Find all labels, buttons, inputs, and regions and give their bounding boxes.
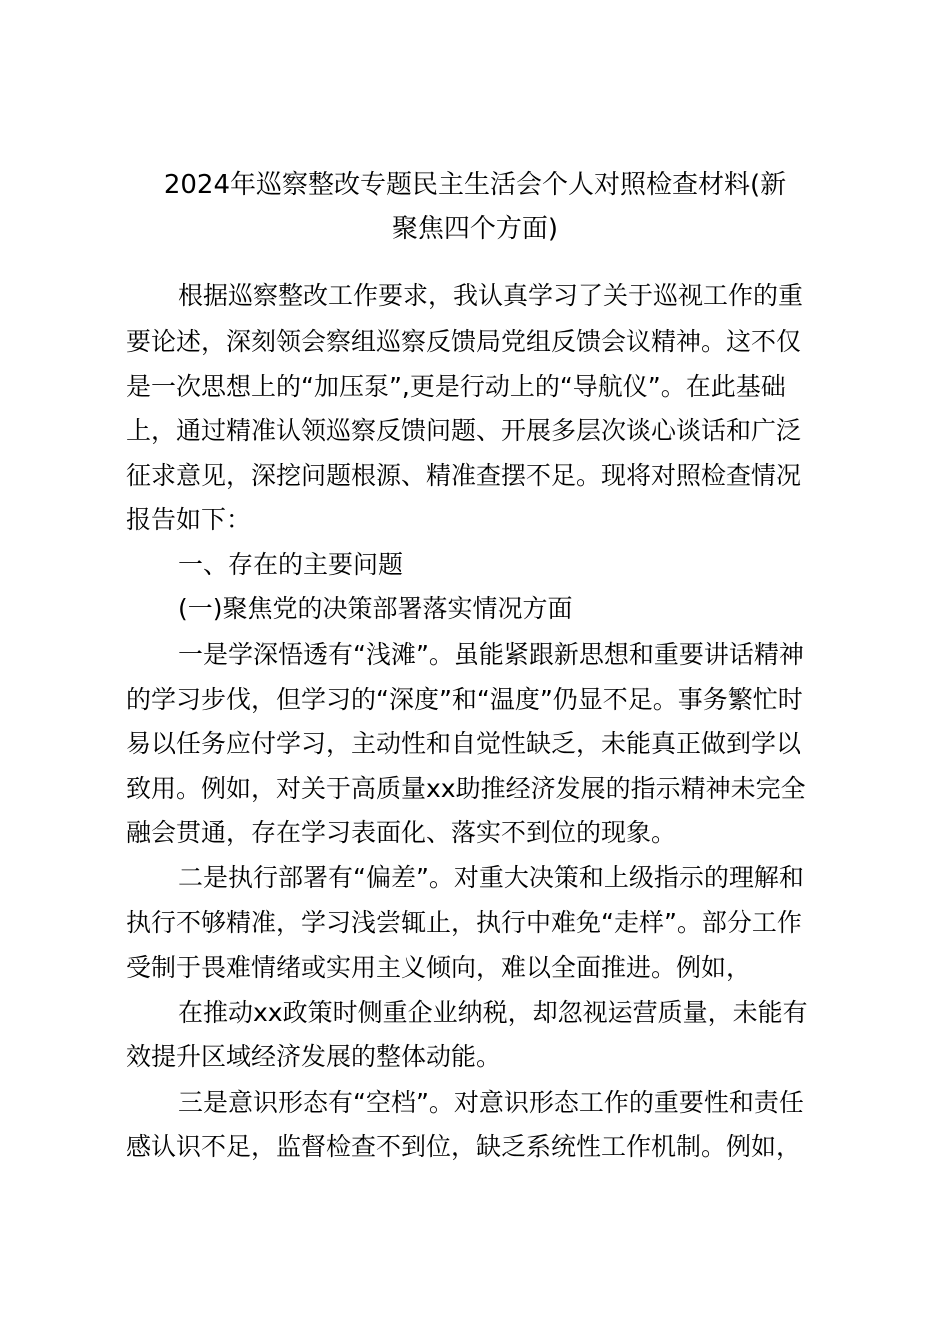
paragraph-line: 执行不够精准，学习浅尝辄止，执行中难免“走样”。部分工作 [126,908,802,937]
paragraph-line: 一是学深悟透有“浅滩”。虽能紧跟新思想和重要讲话精神 [178,640,804,669]
paragraph-line: 受制于畏难情绪或实用主义倾向，难以全面推进。例如， [126,953,752,982]
document-title-line-2: 聚焦四个方面) [391,214,559,244]
section-heading: 一、存在的主要问题 [178,550,404,579]
paragraph-line: 融会贯通，存在学习表面化、落实不到位的现象。 [126,818,677,847]
paragraph-line: 感认识不足，监督检查不到位，缺乏系统性工作机制。例如， [126,1132,802,1161]
document-title-line-1: 2024年巡察整改专题民主生活会个人对照检查材料(新 [163,170,787,200]
paragraph-line: 三是意识形态有“空档”。对意识形态工作的重要性和责任 [178,1088,804,1117]
paragraph-line: 致用。例如，对关于高质量xx助推经济发展的指示精神未完全 [126,774,806,803]
paragraph-line: 二是执行部署有“偏差”。对重大决策和上级指示的理解和 [178,863,804,892]
paragraph-line: 征求意见，深挖问题根源、精准查摆不足。现将对照检查情况 [126,461,802,490]
paragraph-line: 根据巡察整改工作要求，我认真学习了关于巡视工作的重 [178,281,804,310]
paragraph-line: 是一次思想上的“加压泵”,更是行动上的“导航仪”。在此基础 [126,372,786,401]
paragraph-line: 要论述，深刻领会察组巡察反馈局党组反馈会议精神。这不仅 [126,327,802,356]
paragraph-line: 在推动xx政策时侧重企业纳税，却忽视运营质量，未能有 [178,998,808,1027]
subsection-heading: (一)聚焦党的决策部署落实情况方面 [178,594,573,623]
paragraph-line: 易以任务应付学习，主动性和自觉性缺乏，未能真正做到学以 [126,729,802,758]
paragraph-line: 报告如下： [126,505,252,534]
paragraph-line: 的学习步伐，但学习的“深度”和“温度”仍显不足。事务繁忙时 [126,685,803,714]
paragraph-line: 上，通过精准认领巡察反馈问题、开展多层次谈心谈话和广泛 [126,416,802,445]
paragraph-line: 效提升区域经济发展的整体动能。 [126,1042,502,1071]
